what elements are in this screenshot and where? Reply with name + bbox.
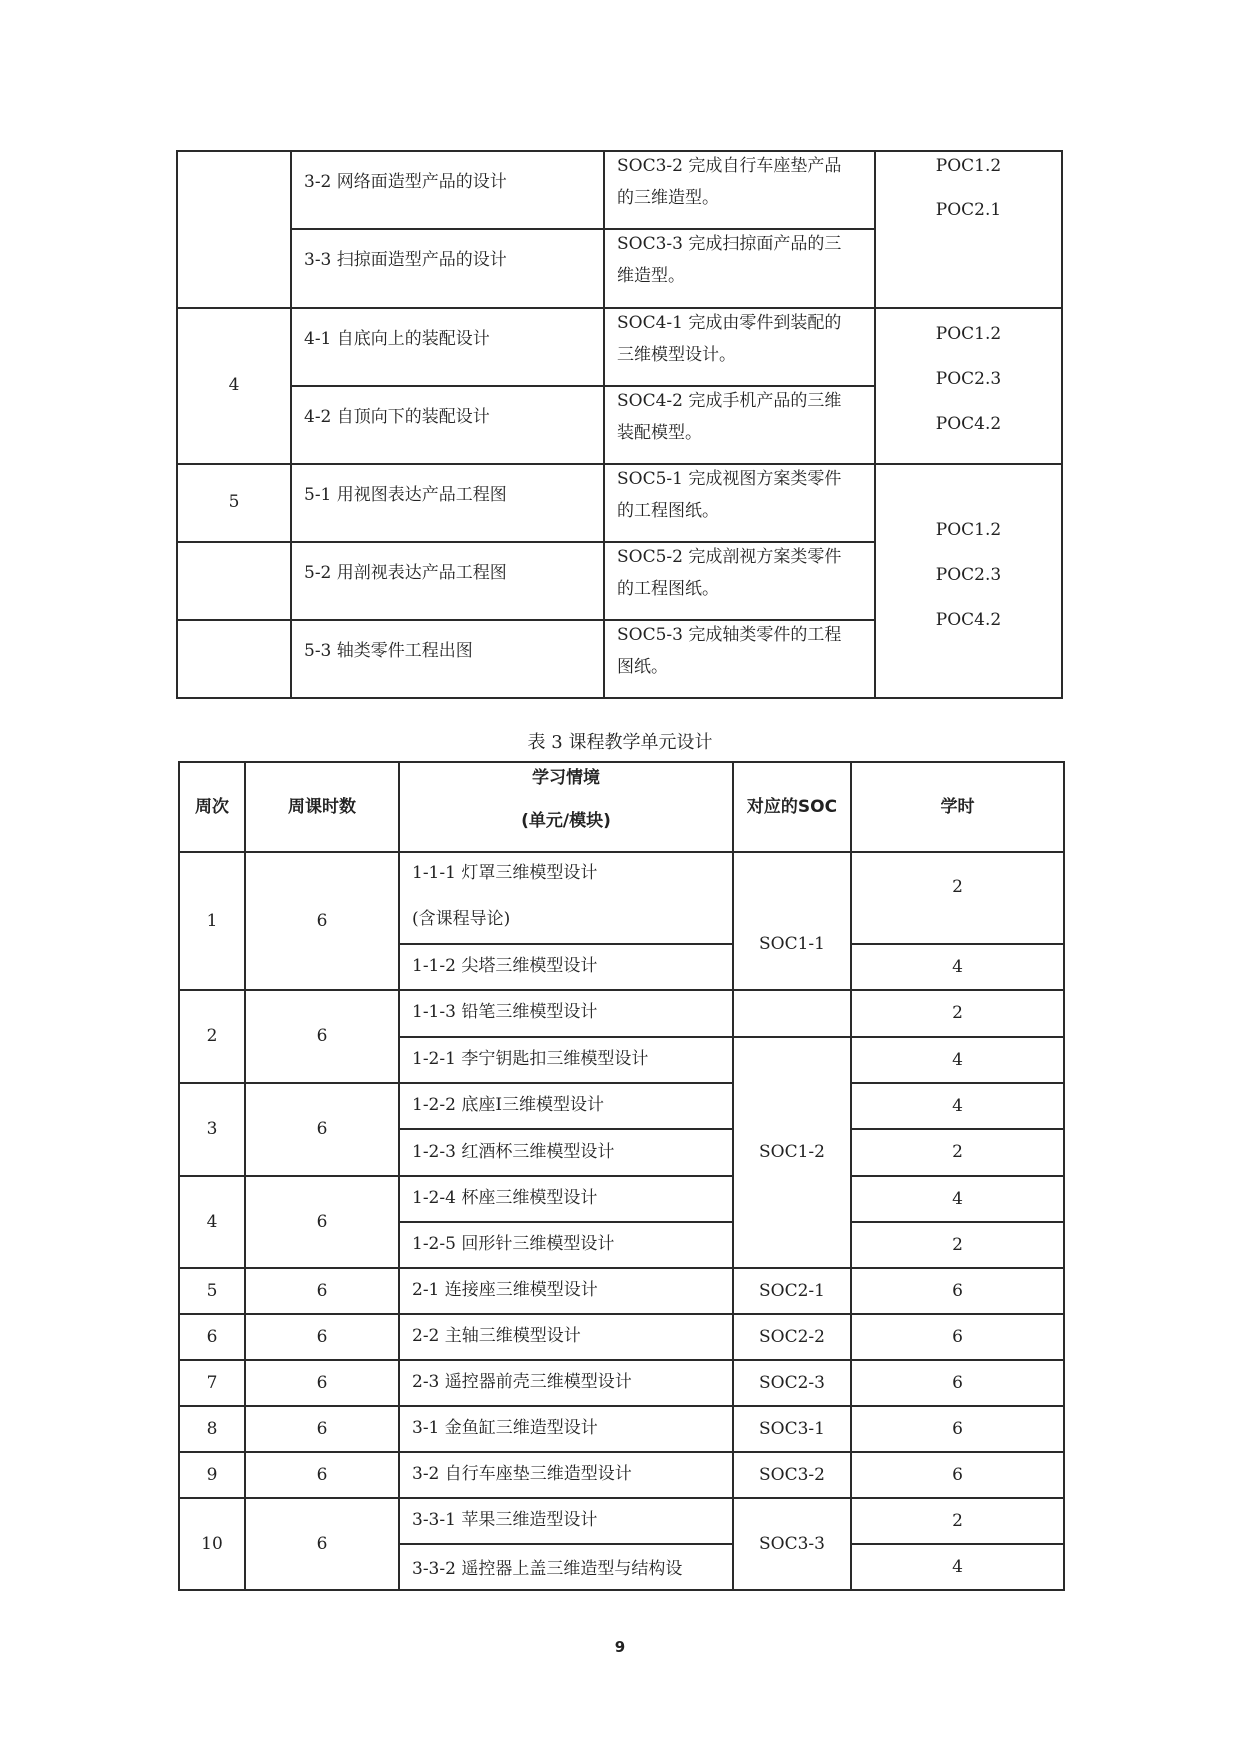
hours-per-week-cell: 6 [316, 1119, 328, 1139]
context-cell: 3-3-2 遥控器上盖三维造型与结构设 [412, 1559, 683, 1579]
context-cell: 3-1 金鱼缸三维造型设计 [412, 1418, 598, 1438]
soc-description: SOC4-1 完成由零件到装配的 [617, 313, 842, 333]
soc-description: 的工程图纸。 [617, 501, 719, 521]
hours-per-week-cell: 6 [316, 1026, 328, 1046]
poc-code: POC4.2 [935, 414, 1002, 434]
poc-code: POC2.3 [935, 369, 1002, 389]
soc-description: 图纸。 [617, 657, 668, 677]
soc-cell: SOC2-3 [759, 1372, 825, 1393]
week-cell: 6 [206, 1326, 218, 1347]
table-rule [398, 1221, 732, 1223]
table-rule [292, 385, 876, 387]
soc-description: SOC5-2 完成剖视方案类零件 [617, 547, 842, 567]
unit-item: 3-3 扫掠面造型产品的设计 [304, 250, 507, 270]
table-rule [176, 541, 876, 543]
soc-description: SOC5-3 完成轴类零件的工程 [617, 625, 842, 645]
context-cell: 2-1 连接座三维模型设计 [412, 1280, 598, 1300]
context-cell: 1-2-1 李宁钥匙扣三维模型设计 [412, 1049, 649, 1069]
week-cell: 1 [206, 910, 218, 931]
unit-item: 5-3 轴类零件工程出图 [304, 641, 473, 661]
header-context-sub: (单元/模块) [521, 810, 611, 831]
hours-cell: 2 [952, 1142, 963, 1162]
hours-cell: 4 [952, 956, 963, 977]
context-cell: 1-2-3 红酒杯三维模型设计 [412, 1142, 615, 1162]
hours-cell: 4 [952, 1095, 963, 1116]
poc-code: POC2.1 [935, 200, 1002, 220]
soc-cell: SOC3-3 [759, 1533, 825, 1554]
hours-per-week-cell: 6 [316, 1418, 328, 1439]
table-rule [398, 943, 732, 945]
hours-per-week-cell: 6 [316, 1211, 328, 1232]
hours-cell: 4 [952, 1049, 963, 1070]
unit-item: 3-2 网络面造型产品的设计 [304, 172, 507, 192]
header-week: 周次 [195, 796, 229, 817]
table-rule [176, 307, 1063, 309]
poc-code: POC1.2 [935, 324, 1002, 344]
table-rule [292, 228, 876, 230]
soc-description: SOC3-2 完成自行车座垫产品 [617, 156, 842, 176]
soc-cell: SOC2-1 [759, 1280, 825, 1301]
week-cell: 2 [206, 1026, 218, 1046]
table-rule [1063, 761, 1065, 1591]
hours-cell: 2 [952, 1510, 963, 1531]
soc-description: 的三维造型。 [617, 188, 719, 208]
poc-code: POC1.2 [935, 520, 1002, 540]
header-soc: 对应的SOC [746, 796, 838, 817]
context-cell: 3-2 自行车座垫三维造型设计 [412, 1464, 632, 1484]
header-hours: 学时 [940, 796, 975, 817]
soc-description: 的工程图纸。 [617, 579, 719, 599]
unit-item: 5-1 用视图表达产品工程图 [304, 485, 507, 505]
context-cell: 2-3 遥控器前壳三维模型设计 [412, 1372, 632, 1392]
context-cell: 1-1-1 灯罩三维模型设计 [412, 863, 598, 883]
table-rule [176, 463, 1063, 465]
header-context: 学习情境 [532, 767, 600, 788]
table-rule [1061, 150, 1063, 699]
table-rule [176, 619, 876, 621]
soc-description: 三维模型设计。 [617, 345, 736, 365]
context-cell: 1-2-4 杯座三维模型设计 [412, 1188, 598, 1208]
table-rule [398, 1543, 732, 1545]
context-cell: 1-2-5 回形针三维模型设计 [412, 1234, 615, 1254]
table-rule [398, 1128, 732, 1130]
week-cell: 10 [201, 1533, 223, 1554]
soc-description: SOC3-3 完成扫掠面产品的三 [617, 234, 842, 254]
context-cell-note: (含课程导论) [412, 909, 511, 929]
week-cell: 8 [206, 1418, 218, 1439]
table-rule [178, 1589, 1065, 1591]
unit-number: 5 [228, 491, 240, 512]
hours-cell: 6 [952, 1326, 963, 1347]
table-rule [176, 150, 1063, 152]
poc-code: POC1.2 [935, 156, 1002, 176]
header-hours-per-week: 周课时数 [288, 796, 356, 817]
soc-description: 装配模型。 [617, 423, 702, 443]
hours-cell: 4 [952, 1188, 963, 1209]
hours-per-week-cell: 6 [316, 1464, 328, 1485]
unit-item: 5-2 用剖视表达产品工程图 [304, 563, 507, 583]
poc-code: POC4.2 [935, 610, 1002, 630]
context-cell: 2-2 主轴三维模型设计 [412, 1326, 581, 1346]
soc-cell: SOC1-2 [759, 1142, 825, 1162]
hours-cell: 2 [952, 1234, 963, 1255]
hours-cell: 6 [952, 1418, 963, 1439]
hours-cell: 2 [952, 876, 963, 897]
soc-cell: SOC3-1 [759, 1418, 825, 1439]
table-rule [176, 697, 1063, 699]
hours-cell: 2 [952, 1003, 963, 1023]
soc-description: SOC5-1 完成视图方案类零件 [617, 469, 842, 489]
soc-description: SOC4-2 完成手机产品的三维 [617, 391, 842, 411]
context-cell: 3-3-1 苹果三维造型设计 [412, 1510, 598, 1530]
context-cell: 1-1-3 铅笔三维模型设计 [412, 1002, 598, 1022]
week-cell: 7 [206, 1372, 218, 1393]
hours-cell: 6 [952, 1464, 963, 1485]
unit-number: 4 [228, 374, 240, 395]
hours-cell: 6 [952, 1280, 963, 1301]
hours-cell: 6 [952, 1372, 963, 1393]
page-number: 9 [614, 1638, 626, 1656]
soc-cell: SOC2-2 [759, 1326, 825, 1347]
week-cell: 9 [206, 1464, 218, 1485]
soc-cell: SOC3-2 [759, 1464, 825, 1485]
hours-per-week-cell: 6 [316, 1372, 328, 1393]
hours-per-week-cell: 6 [316, 1280, 328, 1301]
poc-code: POC2.3 [935, 565, 1002, 585]
hours-per-week-cell: 6 [316, 1326, 328, 1347]
context-cell: 1-1-2 尖塔三维模型设计 [412, 956, 598, 976]
soc-cell: SOC1-1 [759, 934, 825, 954]
hours-per-week-cell: 6 [316, 910, 328, 931]
unit-item: 4-2 自顶向下的装配设计 [304, 407, 490, 427]
context-cell: 1-2-2 底座I三维模型设计 [412, 1095, 605, 1115]
hours-cell: 4 [952, 1556, 963, 1577]
week-cell: 5 [206, 1280, 218, 1301]
table-caption: 表 3 课程教学单元设计 [527, 732, 713, 753]
soc-description: 维造型。 [617, 266, 685, 286]
unit-item: 4-1 自底向上的装配设计 [304, 329, 490, 349]
week-cell: 3 [206, 1119, 218, 1139]
hours-per-week-cell: 6 [316, 1533, 328, 1554]
week-cell: 4 [206, 1211, 218, 1232]
